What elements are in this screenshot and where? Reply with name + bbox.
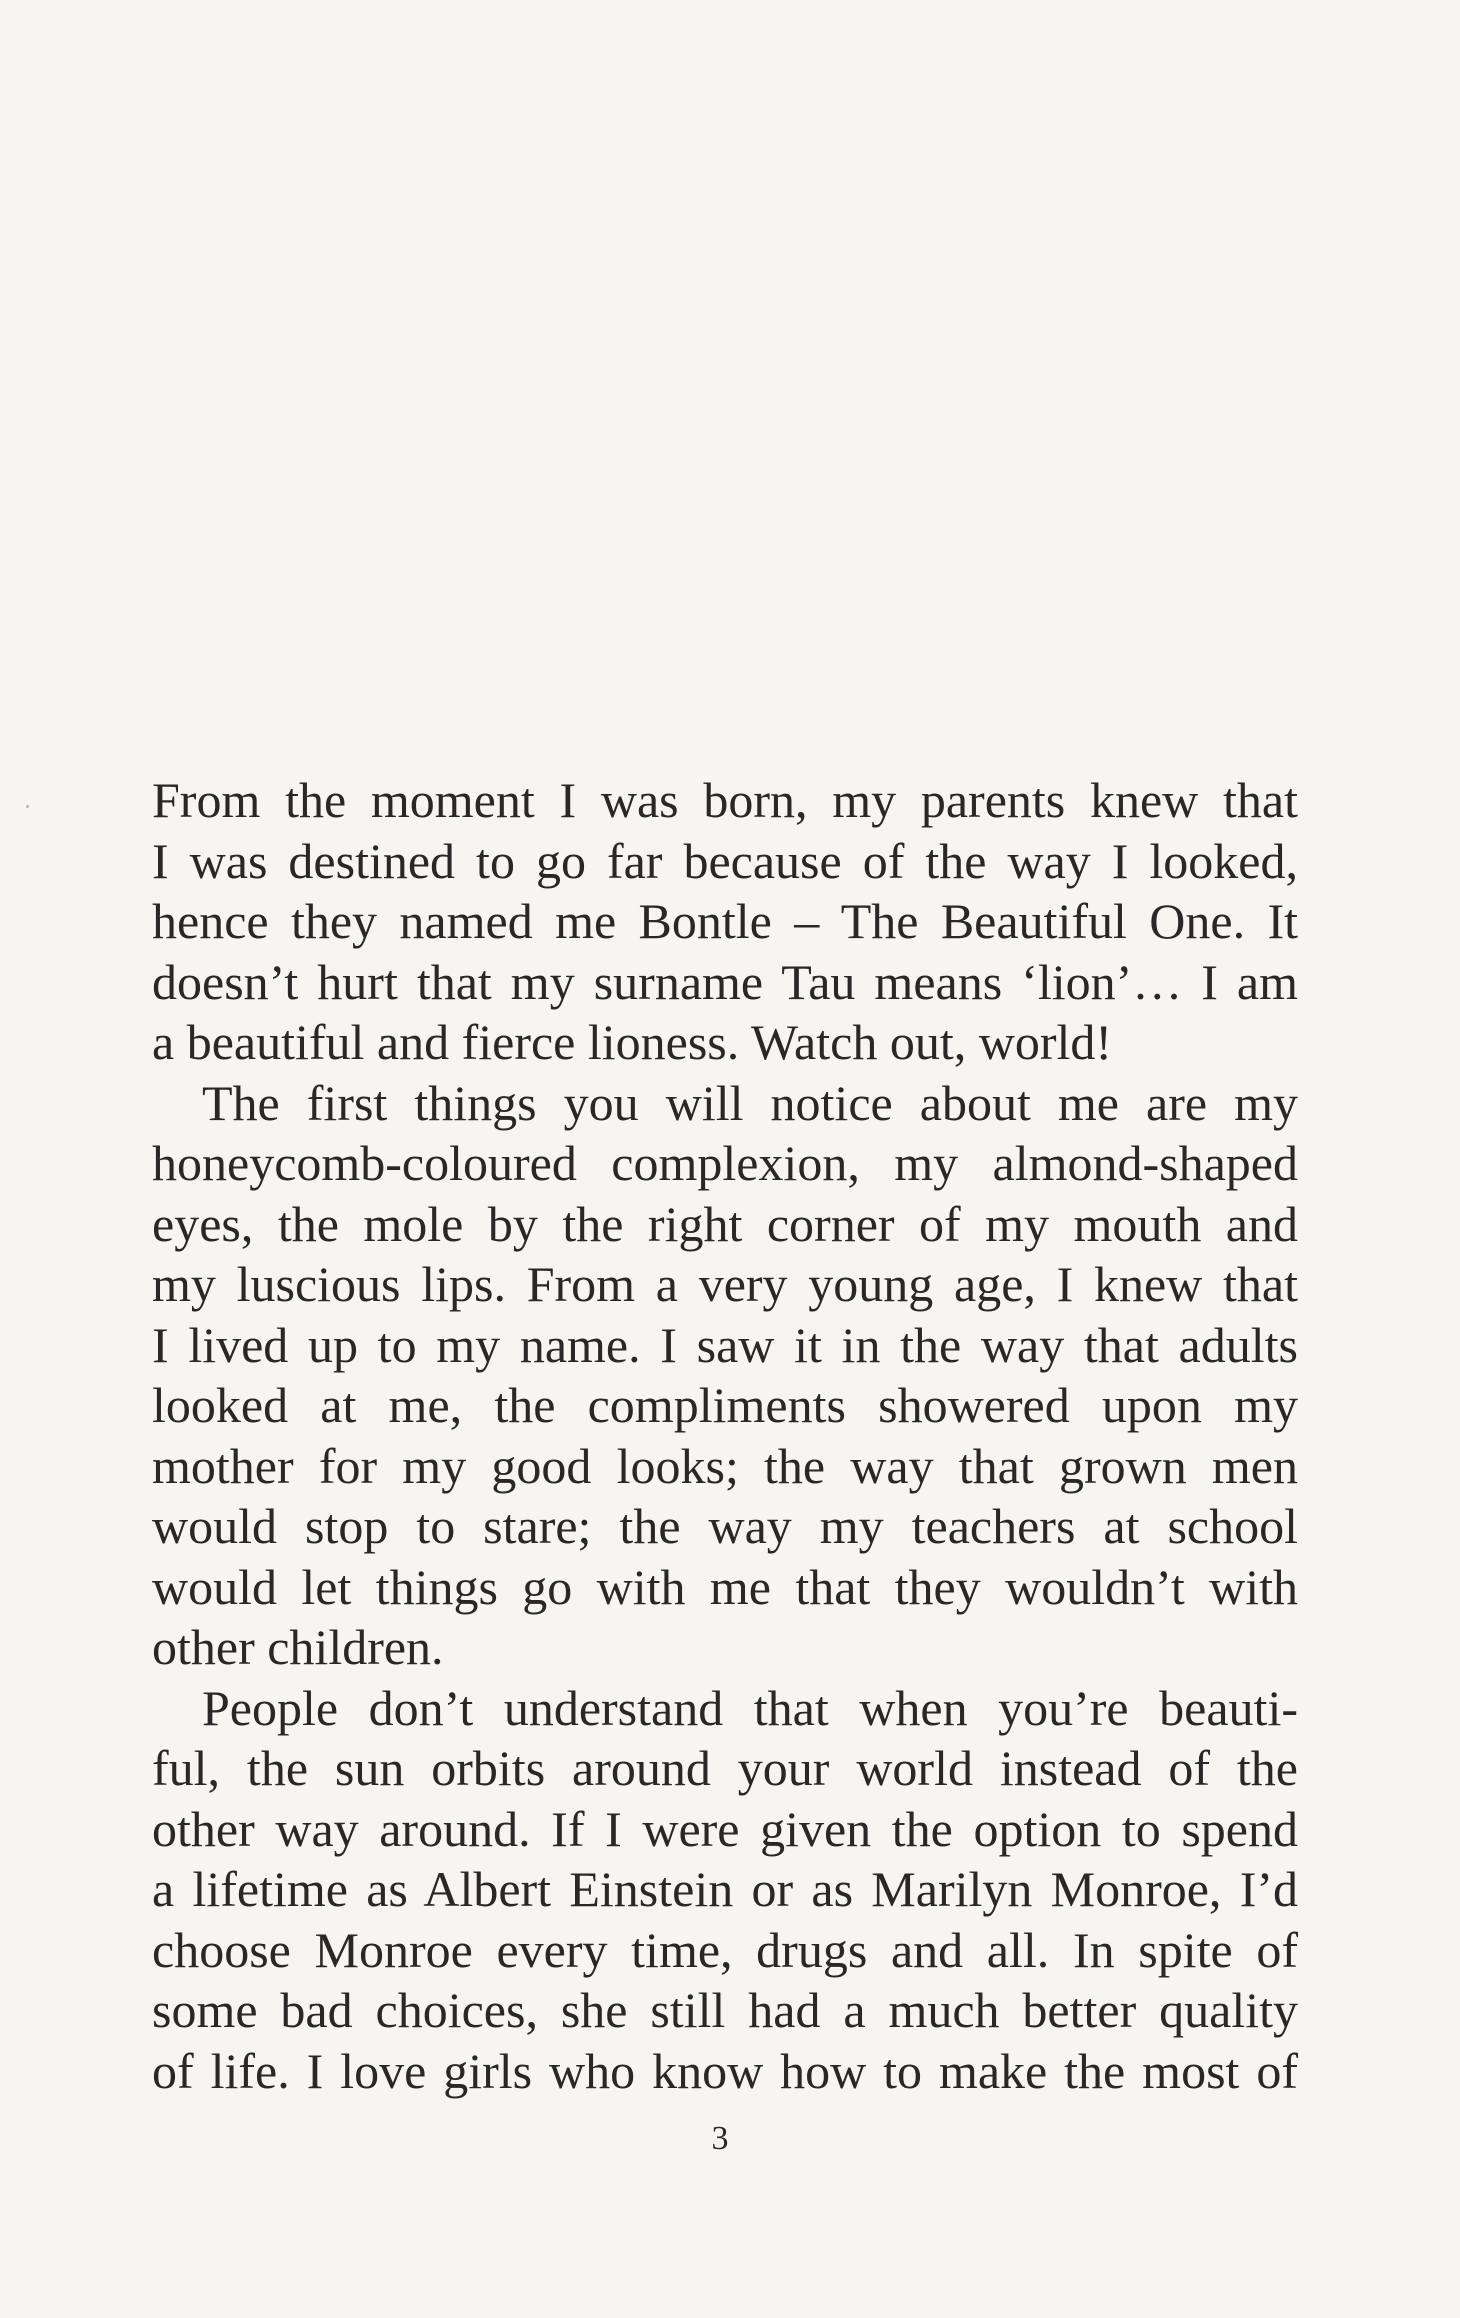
text-line: of life. I love girls who know how to make the most of: [152, 2042, 1298, 2099]
text-line: my luscious lips. From a very young age, I knew that: [152, 1256, 1298, 1312]
text-line: other children.: [152, 1619, 444, 1675]
text-line: a lifetime as Albert Einstein or as Marilyn Monroe, I’d: [152, 1861, 1298, 1917]
text-line: eyes, the mole by the right corner of my mouth and: [152, 1195, 1298, 1252]
text-line: a beautiful and fierce lioness. Watch out, world!: [152, 1014, 1113, 1070]
text-line: hence they named me Bontle – The Beautiful One. It: [152, 893, 1298, 949]
text-line: mother for my good looks; the way that grown men: [152, 1437, 1298, 1494]
text-line: would stop to stare; the way my teachers at school: [152, 1498, 1298, 1554]
text-line: looked at me, the compliments showered upon my: [152, 1377, 1298, 1433]
text-line: I lived up to my name. I saw it in the way that adults: [152, 1316, 1298, 1373]
text-line: From the moment I was born, my parents knew that: [152, 772, 1298, 828]
text-line: other way around. If I were given the option to spend: [152, 1800, 1298, 1857]
paragraph-1: [152, 770, 1298, 1073]
text-line: I was destined to go far because of the way I looked,: [152, 832, 1298, 889]
text-line: honeycomb-coloured complexion, my almond-shaped: [152, 1135, 1298, 1191]
paragraph-2: [152, 1073, 1298, 1678]
text-line: ful, the sun orbits around your world instead of the: [152, 1740, 1298, 1796]
paper-speck: [26, 805, 29, 808]
text-line: People don’t understand that when you’re beauti-: [202, 1679, 1298, 1736]
text-line: some bad choices, she still had a much better quality: [152, 1982, 1298, 2038]
text-line: doesn’t hurt that my surname Tau means ‘lion’… I am: [152, 953, 1298, 1010]
paragraph-3: [152, 1678, 1298, 2102]
text-line: would let things go with me that they wouldn’t with: [152, 1558, 1298, 1615]
page-number: 3: [711, 2120, 729, 2157]
body-text: [152, 770, 1298, 2101]
text-line: choose Monroe every time, drugs and all. In spite of: [152, 1921, 1298, 1978]
text-line: The first things you will notice about me are my: [202, 1074, 1298, 1131]
